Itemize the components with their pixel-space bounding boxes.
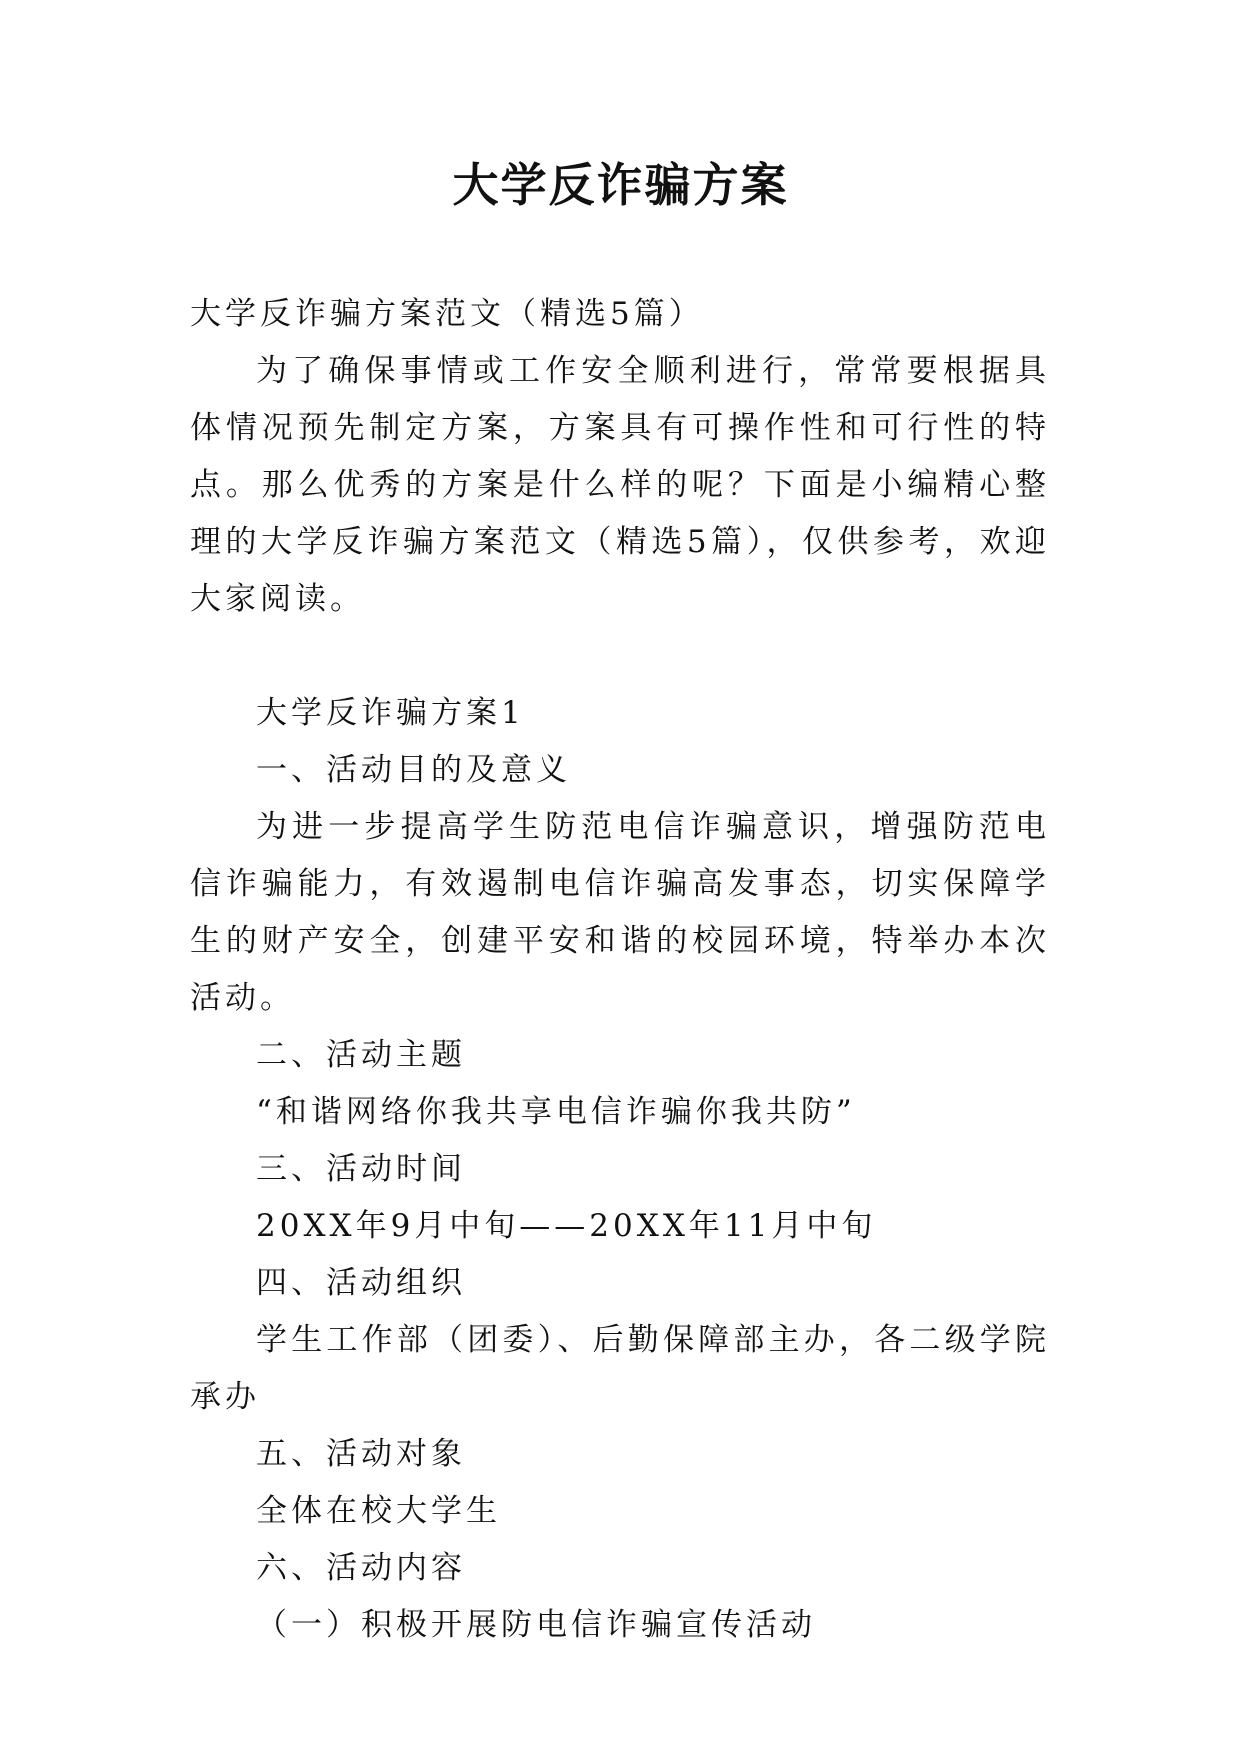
paragraph-audience: 全体在校大学生	[256, 1493, 501, 1529]
paragraph-gap	[190, 628, 1050, 685]
paragraph-time: 20XX年9月中旬——20XX年11月中旬	[256, 1208, 877, 1244]
heading-content: 六、活动内容	[256, 1550, 466, 1586]
heading-audience: 五、活动对象	[256, 1436, 466, 1472]
intro-paragraph: 为了确保事情或工作安全顺利进行，常常要根据具体情况预先制定方案，方案具有可操作性和可行性的特点。那么优秀的方案是什么样的呢？下面是小编精心整理的大学反诈骗方案范文（精选5篇），仅供参考，欢迎大家阅读。	[190, 353, 1050, 617]
document-subtitle: 大学反诈骗方案范文（精选5篇）	[190, 296, 704, 332]
section-title: 大学反诈骗方案1	[256, 695, 525, 731]
paragraph-purpose: 为进一步提高学生防范电信诈骗意识，增强防范电信诈骗能力，有效遏制电信诈骗高发事态，切实保障学生的财产安全，创建平安和谐的校园环境，特举办本次活动。	[190, 809, 1050, 1016]
heading-time: 三、活动时间	[256, 1151, 466, 1187]
heading-theme: 二、活动主题	[256, 1037, 466, 1073]
heading-organization: 四、活动组织	[256, 1265, 466, 1301]
heading-purpose: 一、活动目的及意义	[256, 752, 571, 788]
paragraph-content: （一）积极开展防电信诈骗宣传活动	[256, 1607, 816, 1643]
document-title: 大学反诈骗方案	[452, 158, 789, 212]
paragraph-theme: “和谐网络你我共享电信诈骗你我共防”	[256, 1094, 856, 1130]
document-body	[190, 286, 1050, 1654]
paragraph-organization: 学生工作部（团委）、后勤保障部主办，各二级学院承办	[190, 1322, 1050, 1415]
